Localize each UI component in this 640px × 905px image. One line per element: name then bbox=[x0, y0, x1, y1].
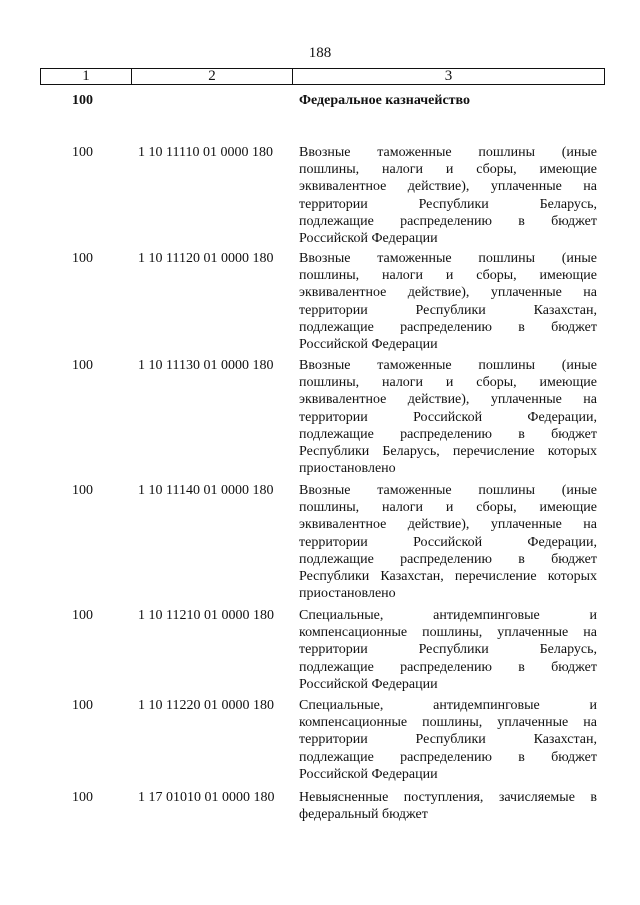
row-description-line: приостановлено bbox=[299, 586, 396, 602]
row-description-line: Российской Федерации bbox=[299, 230, 438, 246]
row-description-line: пошлины, налоги и сборы, имеющие bbox=[299, 375, 597, 391]
row-description bbox=[299, 789, 597, 823]
row-description-line: Российской Федерации bbox=[299, 336, 438, 352]
row-description bbox=[299, 250, 597, 353]
row-budget-code: 1 10 11210 01 0000 180 bbox=[138, 608, 274, 623]
admin-code: 100 bbox=[72, 93, 93, 108]
page-number: 188 bbox=[308, 45, 332, 61]
row-description-line: федеральный бюджет bbox=[299, 807, 428, 823]
row-description-line: территории Республики Беларусь, bbox=[299, 642, 597, 658]
row-description-line: территории Республики Казахстан, bbox=[299, 302, 597, 318]
row-description-line: подлежащие распределению в бюджет bbox=[299, 749, 597, 765]
row-description-line: Специальные, антидемпинговые и bbox=[299, 608, 597, 623]
table-header bbox=[40, 68, 605, 85]
row-description-line: Ввозные таможенные пошлины (иные bbox=[299, 251, 597, 266]
row-description-line: Российской Федерации bbox=[299, 676, 438, 692]
row-admin-code: 100 bbox=[72, 698, 93, 713]
row-description-line: пошлины, налоги и сборы, имеющие bbox=[299, 268, 597, 284]
row-description-line: подлежащие распределению в бюджет bbox=[299, 319, 597, 335]
row-description-line: Республики Беларусь, перечисление которых bbox=[299, 443, 597, 459]
row-budget-code: 1 17 01010 01 0000 180 bbox=[138, 790, 275, 805]
admin-name: Федеральное казначейство bbox=[299, 93, 471, 108]
row-description-line: подлежащие распределению в бюджет bbox=[299, 426, 597, 442]
row-admin-code: 100 bbox=[72, 790, 93, 805]
row-description-line: Ввозные таможенные пошлины (иные bbox=[299, 483, 597, 498]
row-budget-code: 1 10 11140 01 0000 180 bbox=[138, 483, 274, 498]
header-col-1: 1 bbox=[41, 69, 132, 84]
row-description-line: территории Республики Беларусь, bbox=[299, 196, 597, 212]
row-description-line: эквивалентное действие), уплаченные на bbox=[299, 285, 597, 301]
row-budget-code: 1 10 11220 01 0000 180 bbox=[138, 698, 274, 713]
row-description-line: компенсационные пошлины, уплаченные на bbox=[299, 715, 597, 731]
row-description-line: Невыясненные поступления, зачисляемые в bbox=[299, 790, 597, 805]
row-description-line: подлежащие распределению в бюджет bbox=[299, 213, 597, 229]
row-description-line: эквивалентное действие), уплаченные на bbox=[299, 179, 597, 195]
row-admin-code: 100 bbox=[72, 358, 93, 373]
row-description-line: Российской Федерации bbox=[299, 766, 438, 782]
row-description bbox=[299, 697, 597, 783]
row-description bbox=[299, 144, 597, 247]
row-admin-code: 100 bbox=[72, 483, 93, 498]
row-description-line: территории Республики Казахстан, bbox=[299, 732, 597, 748]
row-description-line: Республики Казахстан, перечисление которых bbox=[299, 568, 597, 584]
row-budget-code: 1 10 11130 01 0000 180 bbox=[138, 358, 274, 373]
header-col-2: 2 bbox=[132, 69, 293, 84]
row-description-line: компенсационные пошлины, уплаченные на bbox=[299, 625, 597, 641]
row-description-line: эквивалентное действие), уплаченные на bbox=[299, 517, 597, 533]
row-description-line: подлежащие распределению в бюджет bbox=[299, 551, 597, 567]
row-description-line: пошлины, налоги и сборы, имеющие bbox=[299, 162, 597, 178]
row-description-line: приостановлено bbox=[299, 461, 396, 477]
row-admin-code: 100 bbox=[72, 251, 93, 266]
row-description-line: территории Российской Федерации, bbox=[299, 534, 597, 550]
row-budget-code: 1 10 11120 01 0000 180 bbox=[138, 251, 274, 266]
row-budget-code: 1 10 11110 01 0000 180 bbox=[138, 145, 273, 160]
header-col-3: 3 bbox=[444, 68, 453, 84]
row-description-line: Ввозные таможенные пошлины (иные bbox=[299, 358, 597, 373]
row-admin-code: 100 bbox=[72, 608, 93, 623]
row-admin-code: 100 bbox=[72, 145, 93, 160]
row-description bbox=[299, 482, 597, 602]
row-description-line: подлежащие распределению в бюджет bbox=[299, 659, 597, 675]
row-description-line: пошлины, налоги и сборы, имеющие bbox=[299, 500, 597, 516]
row-description-line: территории Российской Федерации, bbox=[299, 409, 597, 425]
row-description-line: эквивалентное действие), уплаченные на bbox=[299, 392, 597, 408]
row-description-line: Ввозные таможенные пошлины (иные bbox=[299, 145, 597, 160]
row-description bbox=[299, 607, 597, 693]
row-description-line: Специальные, антидемпинговые и bbox=[299, 698, 597, 713]
row-description bbox=[299, 357, 597, 477]
